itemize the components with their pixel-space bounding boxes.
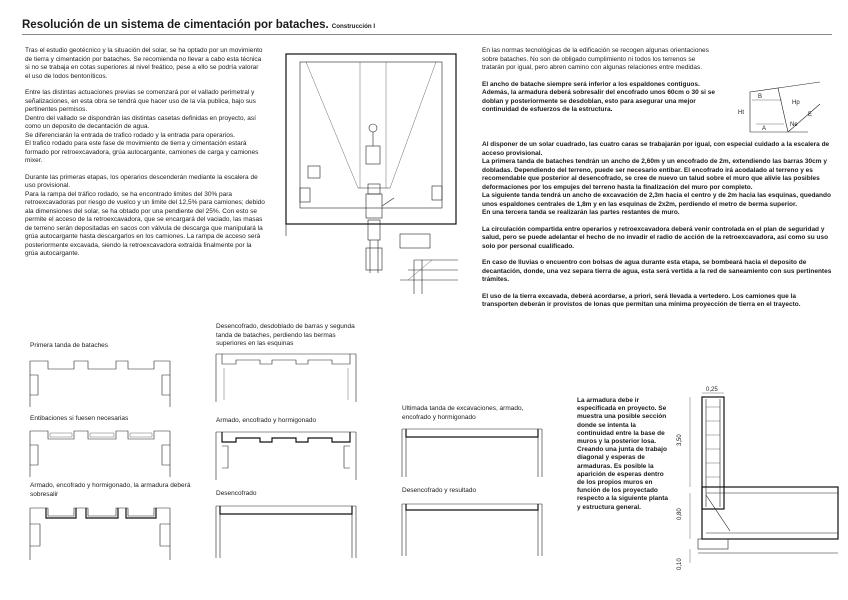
dim-080: 0,80 [677,508,683,520]
excavator-icon [366,124,380,164]
caption-stage-5: Armado, encofrado y hormigonado [216,417,317,424]
intro-text [25,47,265,259]
col3-p3: Al disponer de un solar cuadrado, las cuatro caras se trabajarán por igual, con especial cuidado a la escalera de acceso provisional. [482,141,830,157]
stage-4-diagram [216,350,366,405]
wall-section [702,397,724,509]
dim-025: 0,25 [706,387,718,393]
col3-p5: La siguiente tanda tendrá un ancho de excavación de 2,3m hacia el centro y de 2m hacia las esquinas, quedando unos espaldones centrales de 1,8m y en las esquinas de 2x2m, perdiendo el metro de berma superior. [482,192,831,208]
wall-stirrups [706,407,720,477]
col3-p1: En las normas tecnológicas de la edificación se recogen algunas orientaciones sobre bataches. No son de obligado cumplimiento ni todos los terrenos se tratarán por igual, pero abren camino con algunas relaciones entre medidas. [482,47,709,71]
col1-p2: Entre las distintas actuaciones previas se comenzará por el vallado perimetral y señalizaciones, en esta obra se tendrá que hacer uso de la vía publica, bajo sus pertinentes permisos. [25,89,256,113]
parked-vehicle [400,234,430,248]
dim-hp: Hp [792,100,800,106]
site-plan-drawing [282,48,462,298]
caption-stage-2: Entibaciones si fuesen necesarias [30,415,129,422]
stage-1-diagram [30,355,190,410]
col1-p5: El trafico rodado para este fase de movimiento de tierra y cimentación estará formado por retroexcavadora, grúa autocargante, camiones de carga y camiones mixer. [25,140,259,164]
stage-6-diagram [216,502,366,562]
dim-a: A [762,126,767,132]
col1-p7: Para la rampa del tráfico rodado, se ha encontrado limites del 30% para retroexcavadoras por riesgo de vuelco y un limite del 12,5% para camiones; debido ala dimensiones del solar, se ha obtado por una pendiente del 25%. Con esto se permite el acceso de la retroexcavadora, que se encargará del vaciado, las masas de terreno serán depositadas en sacos con válvula de descarga que manipulará la grúa autocargante hasta descargarlos en los camiones. La rampa de acceso será posteriormente excavada, siendo la retroexcavadora extraída finalmente por la grúa autocargante. [25,190,265,257]
dim-010: 0,10 [677,558,683,570]
dim-b: B [758,94,763,100]
caption-stage-8: Desencofrado y resultado [402,487,477,494]
col3-p9: El uso de la tierra excavada, deberá acordarse, a priori, será llevada a vertedero. Los camiones que la transporten deberán ir provistos de lonas que permitan una mínima proyección de tierra en el trayecto. [482,292,801,308]
excavation-outline [300,62,442,208]
dim-ht: Ht [738,110,744,116]
temporary-stair [400,260,458,294]
col3-p2: El ancho de batache siempre será inferior a los espaldones contiguos. Además, la armadura deberá sobresalir del encofrado unos 60cm o 30 si se doblan y posteriormente se desdoblan, esto para asegurar una mejor continuidad de esfuerzos de la estructura. [482,80,716,113]
caption-stage-1: Primera tanda de bataches [30,342,109,349]
title-sub: Construcción I [331,23,376,30]
armadura-note: La armadura debe ir especificada en proyecto. Se muestra una posible sección donde se intenta la continuidad entre la base de muros y la posterior losa. Creando una junta de trabajo diagonal y esperas de armaduras. Es posible la aparición de esperas dentro de los propios muros en función de los proyectado respecto a la siguiente planta y estructura general. [577,397,669,511]
stage-2-diagram [30,425,190,480]
procedure-text [482,141,832,310]
stage-7-diagram [402,425,552,480]
col3-p8: En caso de lluvias o encuentro con bolsas de agua durante esta etapa, se bombeará hacia el deposito de decantación, donde, una vez separa tierra de agua, esta será vertida a la red de saneamiento con sus pertinentes trámites. [482,259,832,283]
caption-stage-4: Desencofrado, desdoblado de barras y segunda tanda de bataches, perdiendo las bermas superiores en las esquinas [216,323,355,347]
title-main: Resolución de un sistema de cimentación por bataches. [22,19,329,31]
nte-diagram [738,80,828,138]
stage-3-diagram [30,498,190,563]
site-hut [308,166,320,178]
nte-text [482,47,717,115]
stage-8-diagram [402,500,552,560]
crane-truck-icon [366,184,382,218]
col1-p4: Se diferenciarán la entrada de trafico rodado y la entrada para operarios. [25,131,235,139]
dim-350: 3,50 [677,434,683,446]
dim-e: E [808,112,813,118]
caption-stage-3: Armado, encofrado y hormigonado, la armadura deberá sobresalir [30,482,191,498]
dim-ne: Ne [790,122,798,128]
truck-icon [366,248,382,270]
stage-5-diagram [216,428,366,483]
col3-p4: La primera tanda de bataches tendrán un ancho de 2,60m y un encofrado de 2m, extendiendo las barras 30cm y dobladas. Dependiendo del terreno, puede ser necesario entibar. El encofrado irá acodalado al terreno y es recomendable que posterior al desencofrado, se cree de nuevo un talud sobre el muro que alivie las posibles deformaciones por los empujes del terreno hasta la finalización del muro por completo. [482,158,827,191]
caption-stage-7: Ultimada tanda de excavaciones, armado, encofrado y hormigonado [402,405,524,421]
slab-section [702,487,838,539]
col3-p7: La circulación compartida entre operarios y retroexcavadora deberá venir controlada en el plan de seguridad y salud, pero se puede adelantar el hecho de no invadir el radio de acción de la retroexcavadora, así como su uso solo por personal cualificado. [482,225,829,250]
reinforcement-section-drawing [672,383,840,578]
page-title [22,19,375,31]
site-fence-outline [286,54,456,224]
col1-p1: Tras el estudio geotécnico y la situación del solar, se ha optado por un movimiento de tierra y cimentación por bataches. Se recomienda no llevar a cabo esta técnica si no se trabaja en cotas superiores al nivel freático, pese a ello se podría valorar el uso de lodos bentoníticos. [25,47,263,80]
title-rule [22,34,832,35]
caption-stage-6: Desencofrado [216,490,257,497]
col3-p6: En una tercera tanda se realizarán las partes restantes de muro. [482,209,680,216]
col1-p6: Durante las primeras etapas, los operarios descenderán mediante la escalera de uso provisional. [25,173,258,189]
footing-base [698,539,728,549]
col1-p3: Dentro del vallado se dispondrán las distintas casetas definidas en proyecto, así como un deposito de decantación de agua. [25,114,256,130]
